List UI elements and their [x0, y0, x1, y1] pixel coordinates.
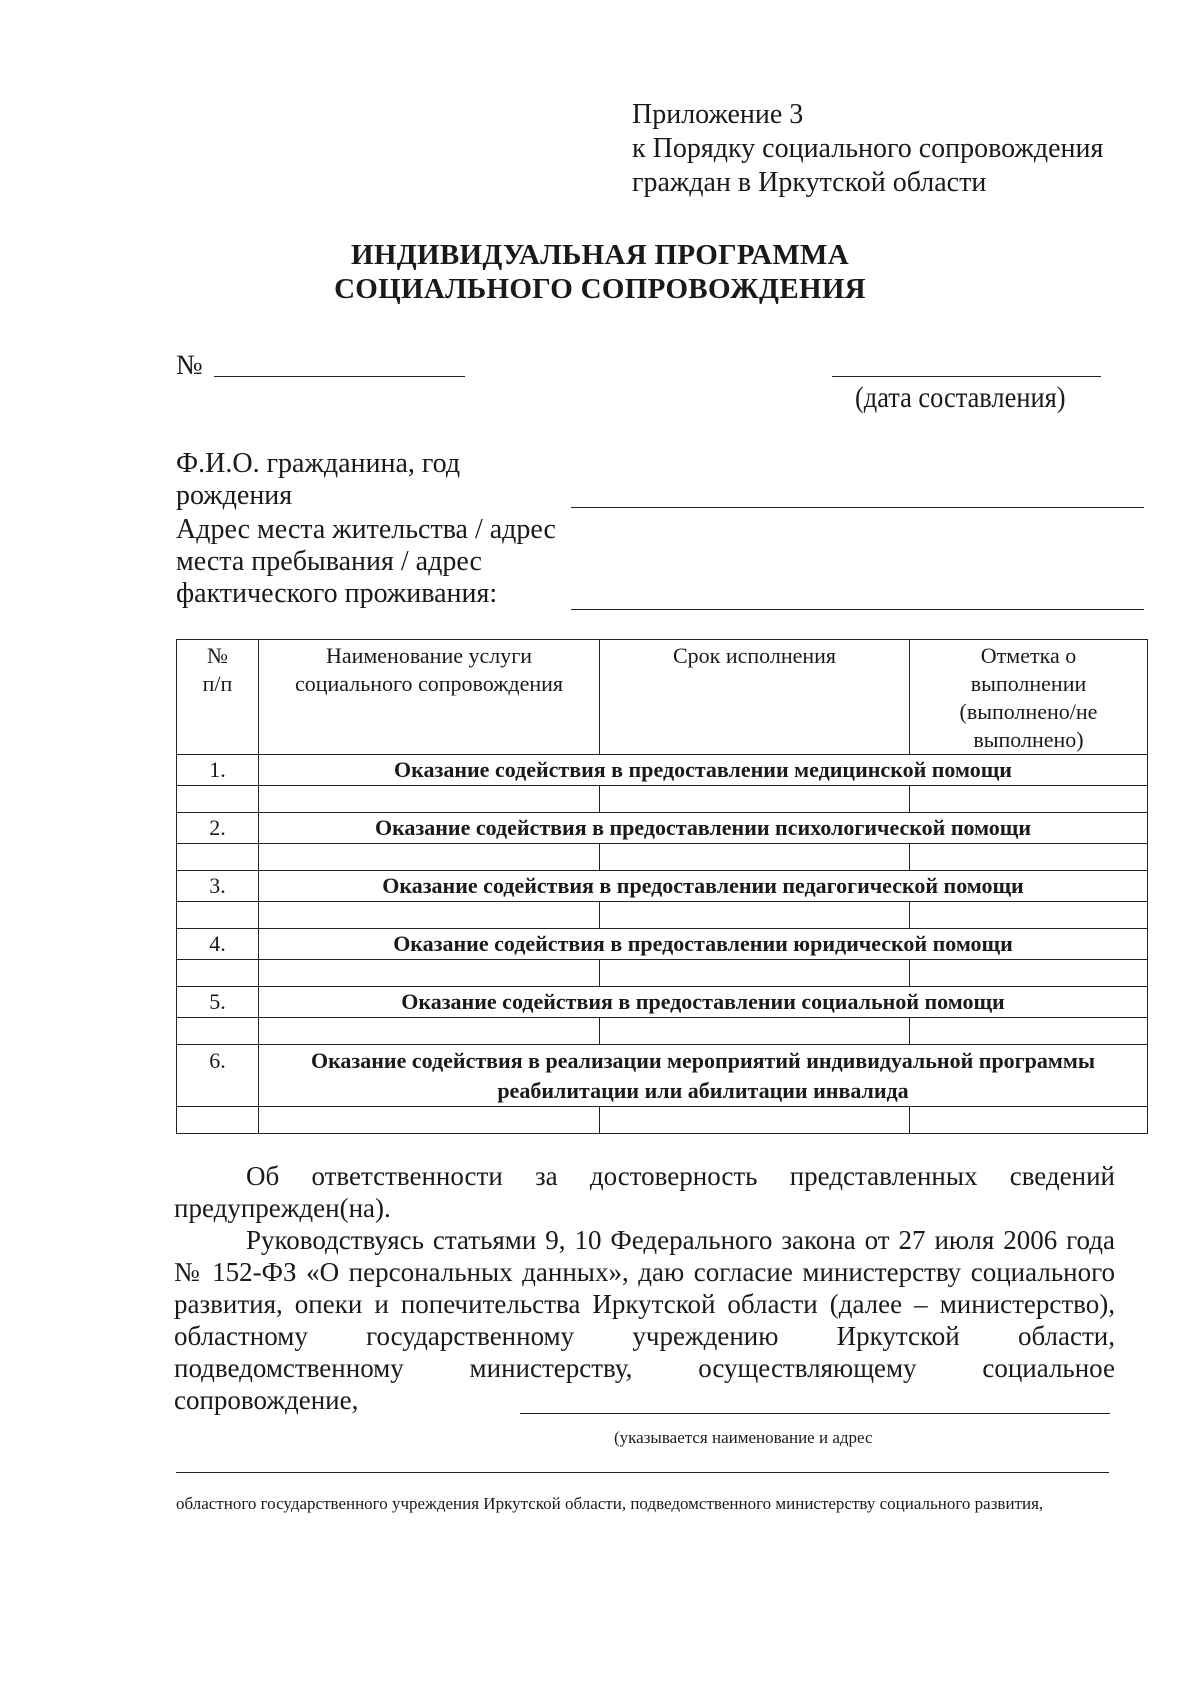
date-caption: (дата составления) — [855, 381, 1066, 414]
table-section-row — [177, 755, 1148, 786]
cell-term[interactable] — [600, 786, 910, 813]
cell-num[interactable] — [177, 844, 259, 871]
institution-field-cont[interactable] — [176, 1472, 1109, 1473]
cell-mark[interactable] — [910, 1107, 1148, 1134]
address-label: Адрес места жительства / адрес — [176, 514, 556, 545]
section-number: 3. — [177, 871, 259, 902]
table-row — [177, 786, 1148, 813]
program-table — [176, 639, 1148, 1134]
header-service-name: Наименование услуги социального сопровождения — [259, 640, 600, 755]
institution-caption-cont: областного государственного учреждения Иркутской области, подведомственного министерству социального развития, — [176, 1494, 1044, 1513]
cell-term[interactable] — [600, 1018, 910, 1045]
fio-field[interactable] — [571, 507, 1144, 508]
table-row — [177, 902, 1148, 929]
cell-service[interactable] — [259, 1107, 600, 1134]
table-row — [177, 1018, 1148, 1045]
header-mark: Отметка о выполнении (выполнено/не выполнено) — [910, 640, 1148, 755]
header-term: Срок исполнения — [600, 640, 910, 755]
cell-service[interactable] — [259, 786, 600, 813]
fio-label-cont: рождения — [176, 480, 293, 511]
section-title: Оказание содействия в предоставлении педагогической помощи — [259, 871, 1148, 902]
number-field[interactable] — [214, 376, 465, 377]
cell-mark[interactable] — [910, 786, 1148, 813]
table-section-row — [177, 1045, 1148, 1107]
document-subtitle: СОЦИАЛЬНОГО СОПРОВОЖДЕНИЯ — [334, 273, 866, 305]
cell-mark[interactable] — [910, 902, 1148, 929]
institution-field[interactable] — [520, 1413, 1110, 1414]
appendix-reference: к Порядку социального сопровождения — [632, 133, 1104, 164]
cell-mark[interactable] — [910, 960, 1148, 987]
table-section-row — [177, 871, 1148, 902]
cell-num[interactable] — [177, 1107, 259, 1134]
table-row — [177, 960, 1148, 987]
table-row — [177, 844, 1148, 871]
cell-service[interactable] — [259, 902, 600, 929]
cell-mark[interactable] — [910, 844, 1148, 871]
document-title: ИНДИВИДУАЛЬНАЯ ПРОГРАММА — [351, 239, 849, 271]
header-num: № п/п — [177, 640, 259, 755]
section-title: Оказание содействия в реализации мероприятий индивидуальной программы реабилитации или абилитации инвалида — [259, 1045, 1148, 1107]
cell-term[interactable] — [600, 902, 910, 929]
fio-label: Ф.И.О. гражданина, год — [176, 448, 461, 479]
cell-num[interactable] — [177, 1018, 259, 1045]
cell-service[interactable] — [259, 960, 600, 987]
cell-service[interactable] — [259, 1018, 600, 1045]
table-section-row — [177, 813, 1148, 844]
cell-term[interactable] — [600, 844, 910, 871]
section-title: Оказание содействия в предоставлении психологической помощи — [259, 813, 1148, 844]
cell-mark[interactable] — [910, 1018, 1148, 1045]
section-title: Оказание содействия в предоставлении социальной помощи — [259, 987, 1148, 1018]
cell-service[interactable] — [259, 844, 600, 871]
section-title: Оказание содействия в предоставлении медицинской помощи — [259, 755, 1148, 786]
cell-term[interactable] — [600, 1107, 910, 1134]
institution-caption: (указывается наименование и адрес — [614, 1428, 873, 1447]
appendix-reference-cont: граждан в Иркутской области — [632, 167, 987, 198]
address-label-cont: места пребывания / адрес — [176, 546, 482, 577]
cell-num[interactable] — [177, 786, 259, 813]
cell-num[interactable] — [177, 902, 259, 929]
table-header-row — [177, 640, 1148, 755]
section-number: 1. — [177, 755, 259, 786]
number-label: № — [176, 350, 203, 381]
section-number: 2. — [177, 813, 259, 844]
table-row — [177, 1107, 1148, 1134]
responsibility-paragraph: Об ответственности за достоверность представленных сведений предупрежден(на). — [174, 1161, 1115, 1223]
table-section-row — [177, 929, 1148, 960]
section-number: 6. — [177, 1045, 259, 1107]
appendix-label: Приложение 3 — [632, 99, 804, 130]
address-field[interactable] — [571, 609, 1144, 610]
section-number: 5. — [177, 987, 259, 1018]
consent-paragraph: Руководствуясь статьями 9, 10 Федерального закона от 27 июля 2006 года № 152-ФЗ «О персональных данных», даю согласие министерству социального развития, опеки и попечительства Иркутской области (далее – министерство), областному государственному учреждению Иркутской области, подведомственному министерству, осуществляющему социальное сопровождение, — [174, 1225, 1115, 1415]
cell-term[interactable] — [600, 960, 910, 987]
date-field[interactable] — [832, 376, 1101, 377]
section-number: 4. — [177, 929, 259, 960]
section-title: Оказание содействия в предоставлении юридической помощи — [259, 929, 1148, 960]
address-label-cont2: фактического проживания: — [176, 578, 498, 609]
cell-num[interactable] — [177, 960, 259, 987]
table-section-row — [177, 987, 1148, 1018]
